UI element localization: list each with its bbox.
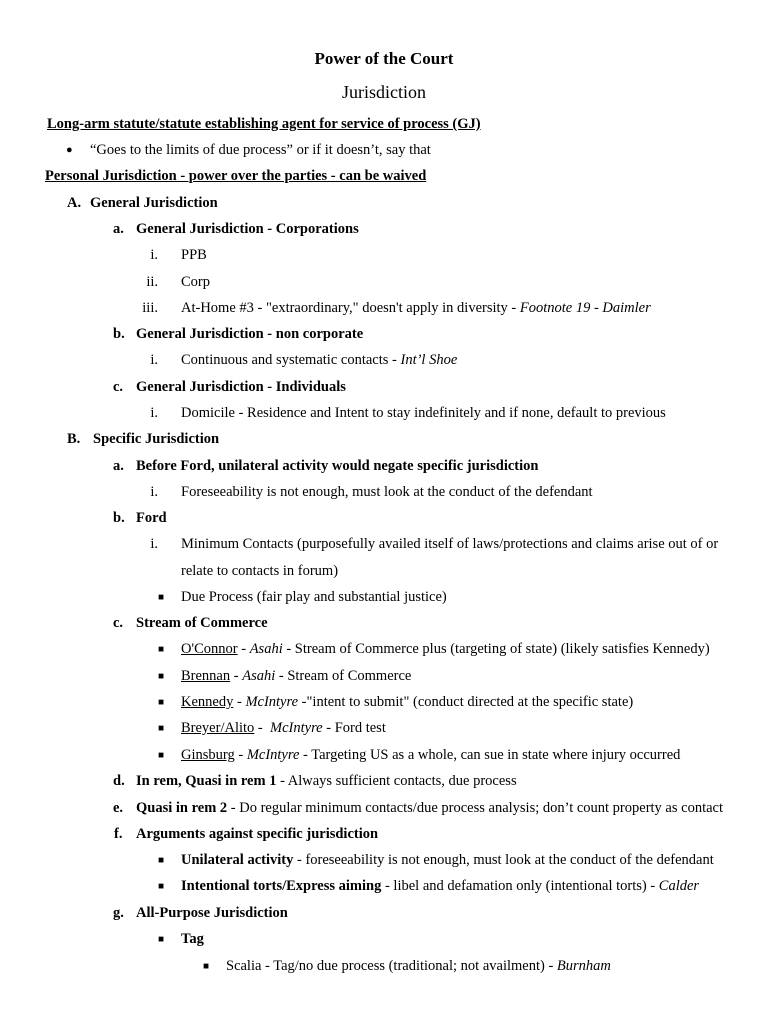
justice-name: Kennedy	[181, 694, 234, 710]
list-marker: B.	[67, 431, 81, 447]
item-text: - libel and defamation only (intentional torts) -	[381, 878, 659, 894]
list-item	[181, 299, 651, 317]
justice-name: Brennan	[181, 668, 231, 684]
list-item	[181, 851, 714, 869]
case-citation: Calder	[658, 878, 700, 894]
item-label: Unilateral activity	[181, 852, 294, 868]
list-item-general-jurisdiction: General Jurisdiction	[90, 195, 218, 211]
list-marker: a.	[113, 221, 124, 237]
list-marker: a.	[113, 458, 124, 474]
item-text: - Always sufficient contacts, due process	[276, 773, 517, 789]
list-item	[181, 877, 699, 895]
item-text: - Stream of Commerce	[275, 668, 412, 684]
item-label: In rem, Quasi in rem 1	[136, 773, 277, 789]
list-marker: c.	[113, 615, 124, 631]
list-item: Arguments against specific jurisdiction	[136, 826, 379, 842]
item-text: Scalia - Tag/no due process (traditional; not availment) -	[226, 958, 557, 974]
square-marker: ■	[158, 855, 165, 866]
square-marker: ■	[158, 934, 165, 945]
list-marker: i.	[150, 484, 158, 500]
square-marker: ■	[158, 723, 165, 734]
section-heading-long-arm: Long-arm statute/statute establishing agent for service of process (GJ)	[47, 116, 481, 132]
list-item: Brennan - Asahi - Stream of Commerce	[181, 668, 412, 684]
list-item: Kennedy - McIntyre -"intent to submit" (conduct directed at the specific state)	[181, 694, 634, 710]
case-citation: Asahi	[242, 668, 276, 684]
justice-name: Breyer/Alito	[181, 720, 255, 736]
list-item: Minimum Contacts (purposefully availed itself of laws/protections and claims arise out of or	[181, 536, 719, 552]
list-marker: ii.	[146, 274, 158, 290]
item-text: -"intent to submit" (conduct directed at the specific state)	[298, 694, 634, 710]
list-marker: d.	[113, 773, 125, 789]
item-text: - Ford test	[322, 720, 386, 736]
item-text: At-Home #3 - "extraordinary," doesn't apply in diversity -	[181, 300, 520, 316]
section-heading-personal-jurisdiction: Personal Jurisdiction - power over the parties - can be waived	[45, 168, 427, 184]
case-citation: McIntyre	[245, 694, 299, 710]
list-item: Tag	[181, 931, 204, 947]
square-marker: ■	[158, 697, 165, 708]
item-label: Quasi in rem 2	[136, 800, 228, 816]
list-item: Foreseeability is not enough, must look at the conduct of the defendant	[181, 484, 593, 500]
list-item	[136, 772, 517, 790]
list-marker: i.	[150, 405, 158, 421]
list-marker: A.	[67, 195, 82, 211]
square-marker: ■	[158, 644, 165, 655]
list-item: All-Purpose Jurisdiction	[136, 905, 288, 921]
list-item: Ginsburg - McIntyre - Targeting US as a whole, can sue in state where injury occurred	[181, 747, 681, 763]
case-citation: Asahi	[249, 641, 283, 657]
square-marker: ■	[158, 671, 165, 682]
case-citation: McIntyre	[270, 720, 323, 736]
list-item-specific-jurisdiction: Specific Jurisdiction	[93, 431, 220, 447]
list-item: Due Process (fair play and substantial justice)	[181, 589, 447, 605]
item-text: - Do regular minimum contacts/due process analysis; don’t count property as contact	[227, 800, 723, 816]
list-item: Ford	[136, 510, 167, 526]
case-citation: Int’l Shoe	[400, 352, 458, 368]
list-item: General Jurisdiction - Individuals	[136, 379, 346, 395]
list-marker: e.	[113, 800, 124, 816]
list-item: O'Connor - Asahi - Stream of Commerce plus (targeting of state) (likely satisfies Kennedy)	[181, 641, 710, 657]
list-marker: i.	[150, 352, 158, 368]
list-marker: b.	[113, 326, 125, 342]
list-item: PPB	[181, 247, 207, 263]
list-item: Stream of Commerce	[136, 615, 268, 631]
square-marker: ■	[158, 750, 165, 761]
square-marker: ■	[158, 592, 165, 603]
list-item: General Jurisdiction - Corporations	[136, 221, 359, 237]
list-item	[136, 799, 723, 817]
list-item: Breyer/Alito - McIntyre - Ford test	[181, 720, 386, 736]
page-subtitle: Jurisdiction	[342, 82, 426, 102]
square-marker: ■	[158, 881, 165, 892]
list-item	[181, 351, 457, 369]
list-item	[226, 957, 611, 975]
item-label: Intentional torts/Express aiming	[181, 878, 382, 894]
list-marker: c.	[113, 379, 124, 395]
list-marker: i.	[150, 247, 158, 263]
item-text: - Stream of Commerce plus (targeting of state) (likely satisfies Kennedy)	[282, 641, 710, 657]
item-text: - Targeting US as a whole, can sue in state where injury occurred	[299, 747, 681, 763]
list-marker: g.	[113, 905, 124, 921]
list-marker: b.	[113, 510, 125, 526]
case-citation: McIntyre	[246, 747, 300, 763]
list-item-continuation: relate to contacts in forum)	[181, 563, 339, 579]
list-marker: i.	[150, 536, 158, 552]
square-marker: ■	[203, 961, 210, 972]
case-citation: Footnote 19 - Daimler	[519, 300, 651, 316]
list-marker: iii.	[142, 300, 158, 316]
item-text: Continuous and systematic contacts -	[181, 352, 401, 368]
case-citation: Burnham	[556, 958, 611, 974]
justice-name: Ginsburg	[181, 747, 235, 763]
list-item: Corp	[181, 274, 210, 290]
list-item: Domicile - Residence and Intent to stay indefinitely and if none, default to previous	[181, 405, 666, 421]
list-item: “Goes to the limits of due process” or if it doesn’t, say that	[90, 142, 431, 158]
list-item: General Jurisdiction - non corporate	[136, 326, 364, 342]
page-title: Power of the Court	[314, 49, 454, 68]
item-text: - foreseeability is not enough, must look at the conduct of the defendant	[293, 852, 714, 868]
justice-name: O'Connor	[181, 641, 238, 657]
bullet-marker: ●	[66, 144, 73, 156]
list-item: Before Ford, unilateral activity would negate specific jurisdiction	[136, 458, 539, 474]
list-marker: f.	[114, 826, 123, 842]
